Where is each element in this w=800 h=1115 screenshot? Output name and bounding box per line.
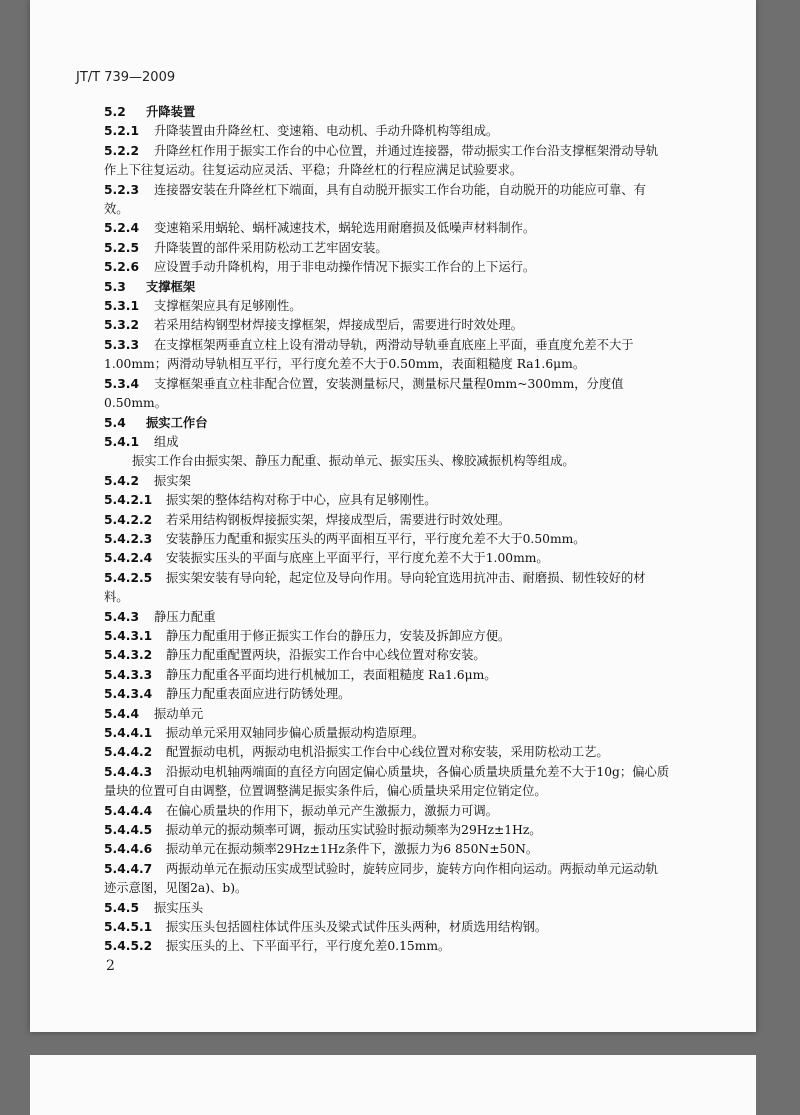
clause [104,142,670,181]
clause-text: 升降装置 [146,105,196,119]
clause-text: 连接器安装在升降丝杠下端面，具有自动脱开振实工作台功能，自动脱开的功能应可靠、有效。 [104,182,646,217]
clause-number: 5.4.2.3 [104,531,153,546]
clause [104,122,670,141]
clause [104,433,670,452]
clause [104,918,670,937]
clause-text: 组成 [154,434,179,449]
next-page-preview [30,1055,756,1115]
clause-number: 5.4.3.4 [104,687,153,702]
clause-number: 5.3.3 [104,337,140,352]
clause-number: 5.4.3.1 [104,628,153,643]
clause-text: 静压力配重各平面均进行机械加工，表面粗糙度 Ra1.6μm。 [166,667,497,682]
clause-text: 静压力配重 [154,609,216,624]
clause [104,763,670,802]
clause [104,705,670,724]
clause-text: 沿振动电机轴两端面的直径方向固定偏心质量块，各偏心质量块质量允差不大于10g；偏心质量块的位置可自由调整，位置调整满足振实条件后，偏心质量块采用定位销定位。 [104,764,670,799]
clause-text: 安装振实压头的平面与底座上平面平行，平行度允差不大于1.00mm。 [166,551,549,566]
clause-number: 5.3.4 [104,376,140,391]
clause-number: 5.3.1 [104,299,140,314]
clause-text: 静压力配重表面应进行防锈处理。 [166,687,351,702]
section-heading [104,414,670,433]
clause-text: 振实架安装有导向轮，起定位及导向作用。导向轮宜选用抗冲击、耐磨损、韧性较好的材料。 [104,570,646,605]
clause-number: 5.4.4 [104,706,140,721]
clause-number: 5.4.4.7 [104,861,153,876]
clause-number: 5.4.5 [104,900,140,915]
clause-number: 5.2.4 [104,221,140,236]
clause-number: 5.4.4.3 [104,764,153,779]
clause-text: 振实架的整体结构对称于中心，应具有足够刚性。 [166,493,437,508]
clause-text: 在偏心质量块的作用下，振动单元产生激振力，激振力可调。 [166,803,499,818]
clause [104,821,670,840]
clause-number: 5.4.2.1 [104,493,153,508]
clause-number: 5.4.2.4 [104,551,153,566]
clause [104,181,670,220]
clause-number: 5.4.3 [104,609,140,624]
clause-text: 振实压头 [154,900,204,915]
clause-number: 5.4.2.5 [104,570,153,585]
clause [104,258,670,277]
clause [104,530,670,549]
clause-number: 5.4.4.5 [104,823,153,838]
clause-number: 5.2.2 [104,143,140,158]
section-heading [104,103,670,122]
clause-number: 5.4.3.3 [104,667,153,682]
clause-text: 振动单元采用双轴同步偏心质量振动构造原理。 [166,726,425,740]
clause [104,549,670,568]
clause [104,802,670,821]
clause-text: 应设置手动升降机构，用于非电动操作情况下振实工作台的上下运行。 [154,260,536,275]
clause [104,840,670,859]
clause-text: 两振动单元在振动压实成型试验时，旋转应同步，旋转方向作相向运动。两振动单元运动轨迹示意图，见图2a)、b)。 [104,861,658,896]
clause-text: 振实工作台 [146,415,208,430]
clause-number: 5.4.4.4 [104,803,153,818]
clause [104,375,670,414]
clause-number: 5.3 [104,279,126,294]
clause [104,627,670,646]
clause [104,666,670,685]
clause-number: 5.2 [104,105,126,119]
clause-text: 在支撑框架两垂直立柱上设有滑动导轨，两滑动导轨垂直底座上平面，垂直度允差不大于1.00mm；两滑动导轨相互平行，平行度允差不大于0.50mm，表面粗糙度 Ra1.6μm。 [104,337,634,372]
clause [104,646,670,665]
clause [104,860,670,899]
document-body [104,103,670,957]
clause-text: 振实压头的上、下平面平行，平行度允差0.15mm。 [166,939,451,954]
clause-text: 支撑框架 [146,279,196,294]
clause [104,899,670,918]
clause-number: 5.2.5 [104,240,140,255]
clause [104,316,670,335]
clause-text: 升降丝杠作用于振实工作台的中心位置，并通过连接器，带动振实工作台沿支撑框架滑动导轨作上下往复运动。往复运动应灵活、平稳；升降丝杠的行程应满足试验要求。 [104,143,659,178]
clause [104,297,670,316]
clause-text: 静压力配重用于修正振实工作台的静压力，安装及拆卸应方便。 [166,628,511,643]
clause-number: 5.2.3 [104,182,140,197]
clause [104,336,670,375]
standard-header: JT/T 739—2009 [76,70,176,85]
clause [104,608,670,627]
clause-number: 5.4.1 [104,434,140,449]
clause-number: 5.4.4.6 [104,842,153,857]
clause-number: 5.4.5.2 [104,939,153,954]
clause-text: 支撑框架应具有足够刚性。 [154,299,302,314]
clause-number: 5.2.1 [104,124,140,139]
clause-text: 振实工作台由振实架、静压力配重、振动单元、振实压头、橡胶减振机构等组成。 [132,454,575,469]
clause [104,937,670,956]
clause-text: 若采用结构钢板焊接振实架，焊接成型后，需要进行时效处理。 [166,512,511,527]
clause-number: 5.4 [104,415,126,430]
clause-number: 5.4.4.2 [104,745,153,760]
clause-text: 支撑框架垂直立柱非配合位置，安装测量标尺，测量标尺量程0mm~300mm，分度值0.50mm。 [104,376,624,411]
clause-text: 升降装置由升降丝杠、变速箱、电动机、手动升降机构等组成。 [154,124,499,139]
page-number: 2 [106,958,115,974]
clause-number: 5.4.4.1 [104,726,153,740]
clause-text: 振动单元 [154,706,204,721]
clause [104,219,670,238]
clause [104,743,670,762]
clause-number: 5.4.2.2 [104,512,153,527]
clause [104,472,670,491]
clause-number: 5.3.2 [104,318,140,333]
clause-text: 振实架 [154,473,191,488]
paragraph [104,452,670,471]
clause-text: 振实压头包括圆柱体试件压头及梁式试件压头两种，材质选用结构钢。 [166,920,548,935]
clause-text: 变速箱采用蜗轮、蜗杆减速技术，蜗轮选用耐磨损及低噪声材料制作。 [154,221,536,236]
clause-text: 振动单元在振动频率29Hz±1Hz条件下，激振力为6 850N±50N。 [166,842,539,857]
clause-text: 配置振动电机，两振动电机沿振实工作台中心线位置对称安装，采用防松动工艺。 [166,745,609,760]
clause [104,569,670,608]
clause [104,724,670,743]
clause-number: 5.4.5.1 [104,920,153,935]
section-heading [104,278,670,297]
clause-text: 升降装置的部件采用防松动工艺牢固安装。 [154,240,388,255]
clause [104,491,670,510]
clause-number: 5.4.3.2 [104,648,153,663]
clause-text: 振动单元的振动频率可调，振动压实试验时振动频率为29Hz±1Hz。 [166,823,542,838]
clause [104,511,670,530]
clause-text: 静压力配重配置两块，沿振实工作台中心线位置对称安装。 [166,648,486,663]
clause [104,685,670,704]
clause [104,239,670,258]
clause-number: 5.4.2 [104,473,140,488]
clause-text: 若采用结构钢型材焊接支撑框架，焊接成型后，需要进行时效处理。 [154,318,523,333]
clause-number: 5.2.6 [104,260,140,275]
clause-text: 安装静压力配重和振实压头的两平面相互平行，平行度允差不大于0.50mm。 [166,531,586,546]
